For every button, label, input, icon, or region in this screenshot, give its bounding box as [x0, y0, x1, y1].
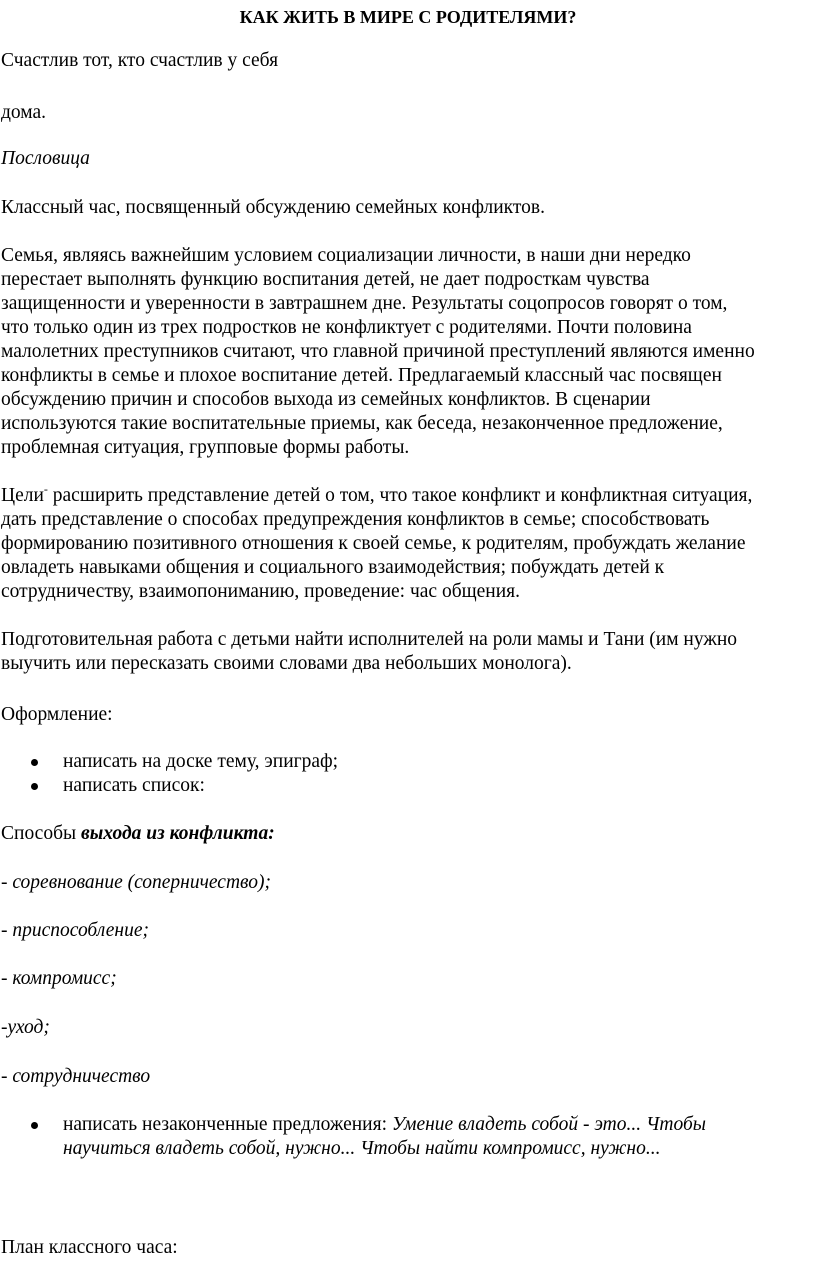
paragraph1-line: проблемная ситуация, групповые формы работы. — [1, 437, 410, 458]
unfinished-italic-1: Умение владеть собой - это... Чтобы — [391, 1114, 707, 1135]
paragraph1-line: конфликты в семье и плохое воспитание детей. Предлагаемый классный час посвящен — [1, 365, 722, 386]
paragraph1-line: что только один из трех подростков не конфликтует с родителями. Почти половина — [1, 317, 692, 338]
goal-line: дать представление о способах предупреждения конфликтов в семье; способствовать — [1, 509, 710, 530]
design-label: Оформление: — [1, 704, 113, 725]
prep-line: Подготовительная работа с детьми найти исполнителей на роли мамы и Тани (им нужно — [1, 629, 738, 650]
plan-label: План классного часа: — [1, 1237, 178, 1258]
goal-line: овладеть навыками общения и социального взаимодействия; побуждать детей к — [1, 557, 665, 578]
goal-line: формированию позитивного отношения к своей семье, к родителям, пробуждать желание — [1, 533, 746, 554]
document-title: КАК ЖИТЬ В МИРЕ С РОДИТЕЛЯМИ? — [239, 7, 577, 27]
ways-item: - соревнование (соперничество); — [1, 872, 271, 893]
ways-item: - сотрудничество — [1, 1066, 151, 1087]
unfinished-prefix: написать незаконченные предложения: — [63, 1114, 392, 1135]
unfinished-italic-2: научиться владеть собой, нужно... Чтобы найти компромисс, нужно... — [63, 1138, 661, 1159]
goal-label: Цели — [1, 485, 44, 506]
design-item: написать на доске тему, эпиграф; — [63, 751, 339, 772]
paragraph1-line: используются такие воспитательные приемы, как беседа, незаконченное предложение, — [1, 413, 723, 434]
ways-item: - компромисс; — [1, 968, 117, 989]
ways-item: - приспособление; — [1, 920, 149, 941]
bullet-icon — [31, 1122, 38, 1129]
goal-line: сотрудничеству, взаимопониманию, проведение: час общения. — [1, 581, 520, 602]
bullet-icon — [31, 759, 38, 766]
epigraph-line-2: дома. — [1, 102, 47, 123]
design-item: написать список: — [63, 775, 205, 796]
ways-prefix: Способы — [1, 823, 81, 844]
bullet-icon — [31, 783, 38, 790]
paragraph1-line: малолетних преступников считают, что главной причиной преступлений являются именно — [1, 341, 755, 362]
paragraph1-line: Семья, являясь важнейшим условием социализации личности, в наши дни нередко — [1, 245, 691, 266]
unfinished-line-1 — [63, 1113, 706, 1137]
ways-item: -уход; — [1, 1017, 50, 1038]
prep-line: выучить или пересказать своими словами два небольших монолога). — [1, 653, 572, 674]
goal-mark: - — [43, 482, 48, 496]
paragraph1-line: обсуждению причин и способов выхода из семейных конфликтов. В сценарии — [1, 389, 651, 410]
goal-first-line-rest: расширить представление детей о том, что такое конфликт и конфликтная ситуация, — [47, 485, 753, 506]
goal-line-1 — [1, 484, 752, 508]
ways-heading — [1, 822, 275, 846]
epigraph-source: Пословица — [1, 148, 90, 169]
ways-emphasis: выхода из конфликта: — [80, 823, 275, 844]
intro-text: Классный час, посвященный обсуждению семейных конфликтов. — [1, 197, 545, 218]
epigraph-line-1: Счастлив тот, кто счастлив у себя — [1, 50, 279, 71]
paragraph1-line: перестает выполнять функцию воспитания детей, не дает подросткам чувства — [1, 269, 650, 290]
paragraph1-line: защищенности и уверенности в завтрашнем дне. Результаты соцопросов говорят о том, — [1, 293, 728, 314]
